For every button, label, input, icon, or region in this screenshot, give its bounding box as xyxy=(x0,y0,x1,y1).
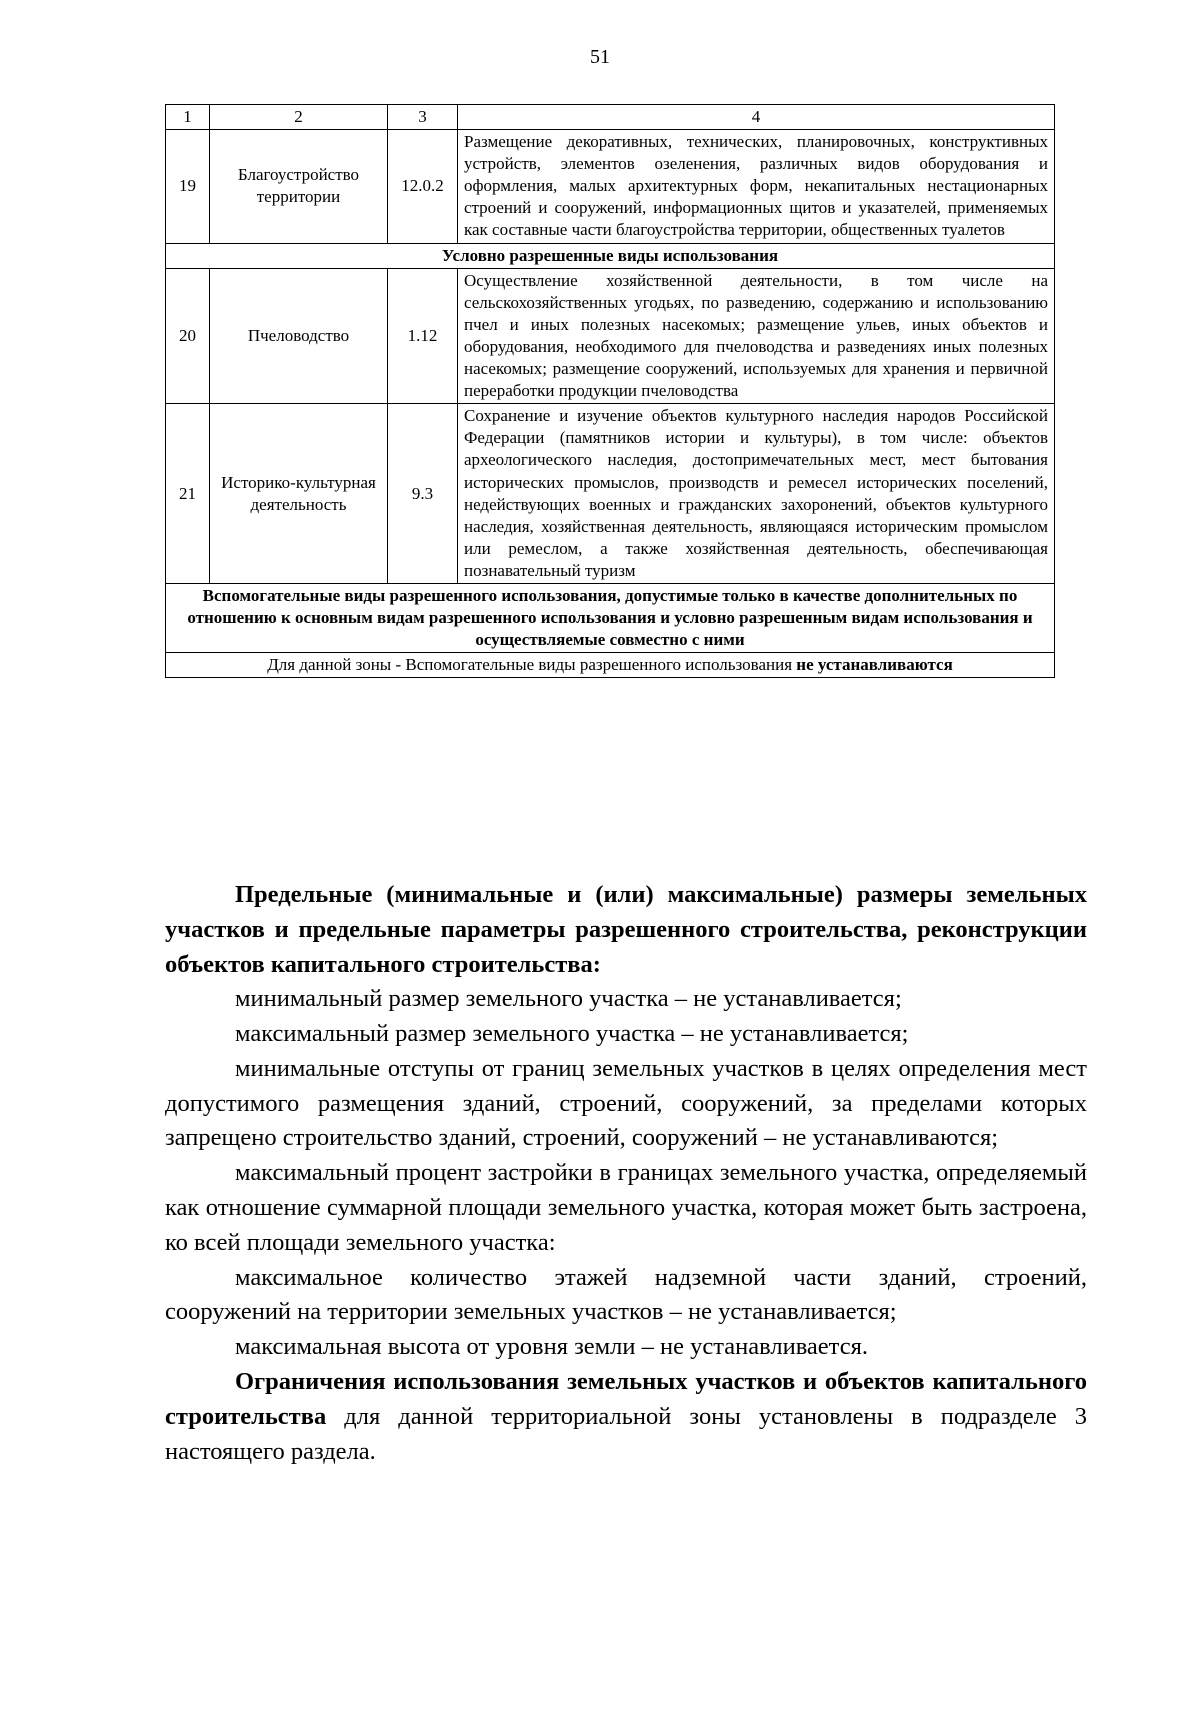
use-type-code: 1.12 xyxy=(388,268,458,404)
auxiliary-note xyxy=(166,653,1055,678)
use-type-code: 9.3 xyxy=(388,404,458,584)
header-cell-1: 1 xyxy=(166,105,210,130)
parameter-item: максимальный процент застройки в границах земельного участка, определяемый как отношение суммарной площади земельного участка, которая может быть застроена, ко всей площади земельного участка: xyxy=(165,1159,1087,1256)
header-cell-3: 3 xyxy=(388,105,458,130)
table-row xyxy=(166,130,1055,243)
parameter-item: минимальный размер земельного участка – не устанавливается; xyxy=(235,985,902,1013)
section-heading-row xyxy=(166,583,1055,652)
header-cell-4: 4 xyxy=(458,105,1055,130)
auxiliary-note-row xyxy=(166,653,1055,678)
row-number: 21 xyxy=(166,404,210,584)
parameter-item: максимальное количество этажей надземной части зданий, строений, сооружений на территории земельных участков – не устанавливается; xyxy=(165,1263,1087,1326)
row-number: 19 xyxy=(166,130,210,243)
use-type-code: 12.0.2 xyxy=(388,130,458,243)
restrictions-rest: для данной территориальной зоны установлены в подразделе 3 настоящего раздела. xyxy=(165,1402,1087,1465)
section-heading-row xyxy=(166,243,1055,268)
conditional-uses-heading: Условно разрешенные виды использования xyxy=(166,243,1055,268)
use-type-name: Пчеловодство xyxy=(210,268,388,404)
land-use-table xyxy=(165,104,1055,678)
parameter-item: минимальные отступы от границ земельных участков в целях определения мест допустимого размещения зданий, строений, сооружений, за пределами которых запрещено строительство зданий, строений, сооружений – не устанавливаются; xyxy=(165,1054,1087,1152)
auxiliary-uses-heading: Вспомогательные виды разрешенного использования, допустимые только в качестве дополнительных по отношению к основным видам разрешенного использования и условно разрешенным видам использования и осуществляемые совместно с ними xyxy=(166,583,1055,652)
use-type-description: Размещение декоративных, технических, планировочных, конструктивных устройств, элементов озеленения, различных видов оборудования и оформления, малых архитектурных форм, некапитальных нестационарных строений и сооружений, информационных щитов и указателей, применяемых как составные части благоустройства территории, общественных туалетов xyxy=(458,130,1055,243)
parameter-item: максимальный размер земельного участка – не устанавливается; xyxy=(235,1020,909,1048)
restrictions-bold: Ограничения использования земельных участков и объектов капитального строительства xyxy=(165,1367,1087,1430)
restrictions-paragraph xyxy=(165,1365,1087,1469)
auxiliary-note-bold: не устанавливаются xyxy=(796,655,953,675)
limits-heading: Предельные (минимальные и (или) максимальные) размеры земельных участков и предельные параметры разрешенного строительства, реконструкции объектов капитального строительства: xyxy=(165,881,1087,978)
table-row xyxy=(166,268,1055,404)
use-type-description: Осуществление хозяйственной деятельности, в том числе на сельскохозяйственных угодьях, по разведению, содержанию и использованию пчел и иных полезных насекомых; размещение ульев, иных объектов и оборудования, необходимого для пчеловодства и разведениях иных полезных насекомых; размещение сооружений, используемых для хранения и первичной переработки продукции пчеловодства xyxy=(458,268,1055,404)
row-number: 20 xyxy=(166,268,210,404)
table-row xyxy=(166,404,1055,584)
page-number: 51 xyxy=(590,46,610,68)
header-cell-2: 2 xyxy=(210,105,388,130)
use-type-description: Сохранение и изучение объектов культурного наследия народов Российской Федерации (памятников истории и культуры), в том числе: объектов археологического наследия, достопримечательных мест, мест бытования исторических промыслов, производств и ремесел исторических поселений, недействующих военных и гражданских захоронений, объектов культурного наследия, хозяйственная деятельность, являющаяся историческим промыслом или ремеслом, а также хозяйственная деятельность, обеспечивающая познавательный туризм xyxy=(458,404,1055,584)
parameter-item: максимальная высота от уровня земли – не устанавливается. xyxy=(235,1333,868,1361)
table-header-row xyxy=(166,105,1055,130)
auxiliary-note-prefix: Для данной зоны - Вспомогательные виды разрешенного использования xyxy=(267,655,793,675)
use-type-name: Благоустройство территории xyxy=(210,130,388,243)
use-type-name: Историко-культурная деятельность xyxy=(210,404,388,584)
body-text xyxy=(165,878,1087,1469)
